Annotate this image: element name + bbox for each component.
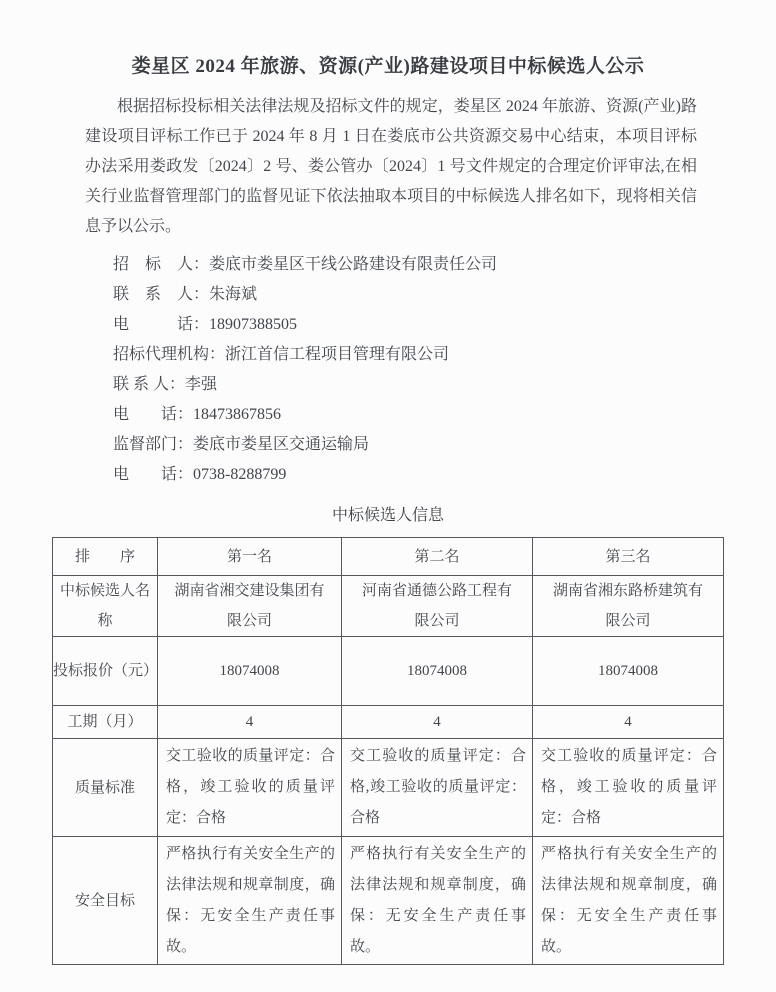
quality-standard-first: 交工验收的质量评定：合格，竣工验收的质量评定：合格 xyxy=(158,739,342,837)
duration-second: 4 xyxy=(342,706,533,739)
table-header-row xyxy=(53,538,724,576)
safety-goal-first: 严格执行有关安全生产的法律法规和规章制度，确保：无安全生产责任事故。 xyxy=(158,837,342,965)
phone-line xyxy=(113,310,776,340)
contact-person-value: 朱海斌 xyxy=(209,286,258,303)
intro-paragraph: 根据招标投标相关法律法规及招标文件的规定，娄星区 2024 年旅游、资源(产业)路建设项目评标工作已于 2024 年 8 月 1 日在娄底市公共资源交易中心结束，本项目评标办法采用娄政发〔2024〕2 号、娄公管办〔2024〕1 号文件规定的合理定价评审法,在相关行业监督管理部门的监督见证下依法抽取本项目的中标候选人排名如下，现将相关信息予以公示。 xyxy=(85,98,697,235)
agency-label: 招标代理机构： xyxy=(113,346,226,363)
bid-price-first: 18074008 xyxy=(158,637,342,706)
duration-label: 工期（月） xyxy=(53,706,158,739)
candidate-name-first: 湖南省湘交建设集团有限公司 xyxy=(158,576,342,637)
safety-goal-second: 严格执行有关安全生产的法律法规和规章制度，确保：无安全生产责任事故。 xyxy=(342,837,533,965)
page-title: 娄星区 2024 年旅游、资源(产业)路建设项目中标候选人公示 xyxy=(131,56,645,77)
candidate-name-label: 中标候选人名称 xyxy=(53,576,158,637)
candidate-name-third: 湖南省湘东路桥建筑有限公司 xyxy=(533,576,724,637)
header-rank: 排 序 xyxy=(53,538,158,576)
phone-value: 18907388505 xyxy=(209,316,298,333)
bid-price-row xyxy=(53,637,724,706)
safety-goal-third: 严格执行有关安全生产的法律法规和规章制度，确保：无安全生产责任事故。 xyxy=(533,837,724,965)
supervisor-phone-label: 电 话： xyxy=(113,466,194,483)
quality-standard-second: 交工验收的质量评定：合格,竣工验收的质量评定：合格 xyxy=(342,739,533,837)
agency-line xyxy=(113,340,776,370)
contact-person-line xyxy=(113,280,776,310)
supervisor-value: 娄底市娄星区交通运输局 xyxy=(193,436,370,453)
header-second-place: 第二名 xyxy=(342,538,533,576)
duration-row xyxy=(53,706,724,739)
supervisor-line xyxy=(113,430,776,460)
quality-standard-third: 交工验收的质量评定：合格，竣工验收的质量评定：合格 xyxy=(533,739,724,837)
bid-price-label: 投标报价（元） xyxy=(53,637,158,706)
tenderer-value: 娄底市娄星区干线公路建设有限责任公司 xyxy=(209,256,498,273)
duration-first: 4 xyxy=(158,706,342,739)
bid-price-third: 18074008 xyxy=(533,637,724,706)
quality-standard-row xyxy=(53,739,724,837)
agency-contact-label: 联 系 人： xyxy=(113,376,186,393)
bid-price-second: 18074008 xyxy=(342,637,533,706)
agency-contact-value: 李强 xyxy=(185,376,218,393)
supervisor-phone-value: 0738-8288799 xyxy=(193,466,287,483)
contact-info xyxy=(113,250,776,490)
agency-value: 浙江首信工程项目管理有限公司 xyxy=(225,346,450,363)
header-first-place: 第一名 xyxy=(158,538,342,576)
table-title: 中标候选人信息 xyxy=(331,507,444,524)
duration-third: 4 xyxy=(533,706,724,739)
tenderer-line xyxy=(113,250,776,280)
agency-phone-value: 18473867856 xyxy=(193,406,282,423)
agency-contact-line xyxy=(113,370,776,400)
phone-label: 电 话： xyxy=(113,316,210,333)
safety-goal-row xyxy=(53,837,724,965)
quality-standard-label: 质量标准 xyxy=(53,739,158,837)
agency-phone-label: 电 话： xyxy=(113,406,194,423)
safety-goal-label: 安全目标 xyxy=(53,837,158,965)
header-third-place: 第三名 xyxy=(533,538,724,576)
candidate-name-second: 河南省通德公路工程有限公司 xyxy=(342,576,533,637)
supervisor-phone-line xyxy=(113,460,776,490)
agency-phone-line xyxy=(113,400,776,430)
contact-person-label: 联 系 人： xyxy=(113,286,210,303)
supervisor-label: 监督部门： xyxy=(113,436,194,453)
candidates-table xyxy=(52,537,724,965)
tenderer-label: 招 标 人： xyxy=(113,256,210,273)
candidate-name-row xyxy=(53,576,724,637)
